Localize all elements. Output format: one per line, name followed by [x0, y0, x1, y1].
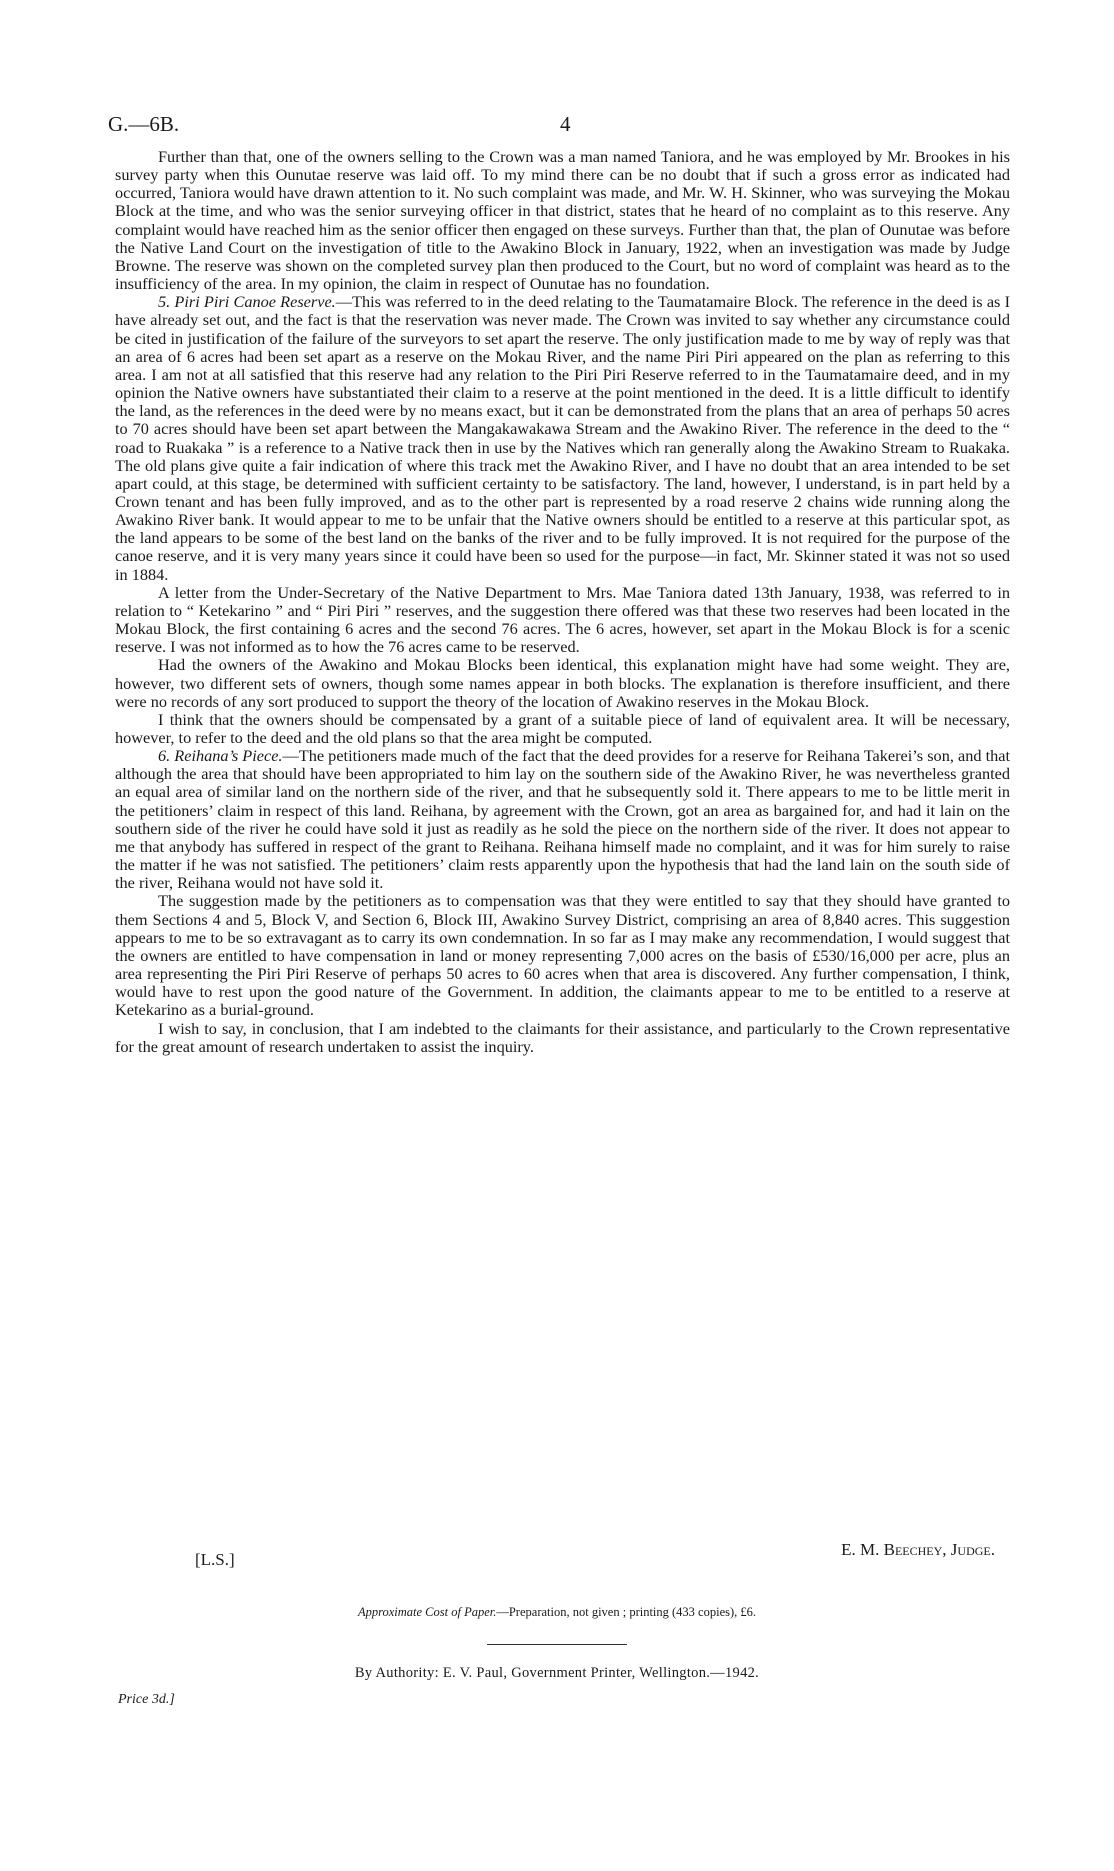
paragraph	[115, 892, 1010, 1019]
price-note: Price 3d.]	[118, 1692, 175, 1707]
document-reference: G.—6B.	[108, 112, 180, 136]
cost-of-paper-note	[0, 1605, 1114, 1620]
page-number: 4	[560, 112, 571, 136]
seal-mark: [L.S.]	[195, 1550, 235, 1569]
paragraph	[115, 148, 1010, 293]
judge-signature	[841, 1540, 995, 1560]
printer-authority: By Authority: E. V. Paul, Government Printer, Wellington.—1942.	[354, 1665, 760, 1681]
page-header	[108, 112, 1008, 142]
paragraph	[115, 747, 1010, 892]
paragraph-text: I wish to say, in conclusion, that I am indebted to the claimants for their assistance, and particularly to the Crown representative for the great amount of research undertaken to assist the inquiry.	[115, 1018, 1010, 1056]
report-body	[115, 148, 1010, 1056]
paragraph	[115, 584, 1010, 657]
signature-block	[195, 1540, 995, 1574]
paragraph-text: I think that the owners should be compensated by a grant of a suitable piece of land of equivalent area. It will be necessary, however, to refer to the deed and the old plans so that the area might be computed.	[115, 709, 1010, 747]
paragraph	[115, 656, 1010, 710]
paragraph	[115, 1020, 1010, 1056]
paragraph-text: —The petitioners made much of the fact that the deed provides for a reserve for Reihana Takerei’s son, and that although the area that should have been appropriated to him lay on the southern side of the Awakino River, he was nevertheless granted an equal area of similar land on the northern side of the river, and that he subsequently sold it. There appears to me to be little merit in the petitioners’ claim in respect of this land. Reihana, by agreement with the Crown, got an area as bargained for, and had it lain on the southern side of the river he could have sold it just as readily as he sold the piece on the northern side of the river. It does not appear to me that anybody has suffered in respect of the grant to Reihana. Reihana himself made no complaint, and it was for him surely to raise the matter if he was not satisfied. The petitioners’ claim rests apparently upon the hypothesis that had the land lain on the south side of the river, Reihana would not have sold it.	[115, 746, 1010, 893]
judge-name: E. M. Beechey, Judge.	[841, 1540, 995, 1559]
paragraph-text: —This was referred to in the deed relating to the Taumatamaire Block. The reference in the deed is as I have already set out, and the fact is that the reservation was never made. The Crown was invited to say whether any circumstance could be cited in justification of the failure of the surveyors to set apart the reserve. The only justification made to me by way of reply was that an area of 6 acres had been set apart as a reserve on the Mokau River, and the name Piri Piri appeared on the plan as referring to this area. I am not at all satisfied that this reserve had any relation to the Piri Piri Reserve referred to in the Taumatamaire deed, and in my opinion the Native owners have substantiated their claim to a reserve at the point mentioned in the deed. It is a little difficult to identify the land, as the references in the deed were by no means exact, but it can be demonstrated from the plans that an area of perhaps 50 acres to 70 acres should have been set apart between the Mangakawakawa Stream and the Awakino River. The reference in the deed to the “ road to Ruakaka ” is a reference to a Native track then in use by the Natives which ran generally along the Awakino Stream to Ruakaka. The old plans give quite a fair indication of where this track met the Awakino River, and I have no doubt that an area intended to be set apart could, at this stage, be determined with sufficient certainty to be satisfactory. The land, however, I understand, is in part held by a Crown tenant and has been fully improved, and as to the other part is represented by a road reserve 2 chains wide running along the Awakino River bank. It would appear to me to be unfair that the Native owners should be entitled to a reserve at this particular spot, as the land appears to be some of the best land on the banks of the river and to be fully improved. It is not required for the purpose of the canoe reserve, and it is very many years since it could have been so used for the purpose—in fact, Mr. Skinner stated it was not so used in 1884.	[115, 292, 1011, 584]
divider	[487, 1644, 627, 1645]
paragraph-text: Had the owners of the Awakino and Mokau Blocks been identical, this explanation might have had some weight. They are, however, two different sets of owners, though some names appear in both blocks. The explanation is therefore insufficient, and there were no records of any sort produced to support the theory of the location of Awakino reserves in the Mokau Block.	[115, 655, 1010, 711]
cost-label: Approximate Cost of Paper.	[357, 1605, 497, 1619]
section-heading-piri-piri: 5. Piri Piri Canoe Reserve.	[158, 292, 336, 312]
paragraph	[115, 711, 1010, 747]
paragraph-text: The suggestion made by the petitioners as to compensation was that they were entitled to say that they should have granted to them Sections 4 and 5, Block V, and Section 6, Block III, Awakino Survey District, comprising an area of 8,840 acres. This suggestion appears to me to be so extravagant as to carry its own condemnation. In so far as I may make any recommendation, I would suggest that the owners are entitled to have compensation in land or money representing 7,000 acres on the basis of £530/16,000 per acre, plus an area representing the Piri Piri Reserve of perhaps 50 acres to 60 acres when that area is discovered. Any further compensation, I think, would have to rest upon the good nature of the Government. In addition, the claimants appear to me to be entitled to a reserve at Ketekarino as a burial-ground.	[115, 891, 1010, 1020]
section-heading-reihana: 6. Reihana’s Piece.	[158, 746, 283, 766]
paragraph-text: A letter from the Under-Secretary of the Native Department to Mrs. Mae Taniora dated 13th January, 1938, was referred to in relation to “ Ketekarino ” and “ Piri Piri ” reserves, and the suggestion there offered was that these two reserves had been located in the Mokau Block, the first containing 6 acres and the second 76 acres. The 6 acres, however, set apart in the Mokau Block is for a scenic reserve. I was not informed as to how the 76 acres came to be reserved.	[115, 582, 1010, 657]
cost-text: —Preparation, not given ; printing (433 copies), £6.	[496, 1605, 757, 1619]
paragraph	[115, 293, 1010, 584]
paragraph-text: Further than that, one of the owners selling to the Crown was a man named Taniora, and he was employed by Mr. Brookes in his survey party when this Ounutae reserve was laid off. To my mind there can be no doubt that if such a gross error as indicated had occurred, Taniora would have drawn attention to it. No such complaint was made, and Mr. W. H. Skinner, who was surveying the Mokau Block at the time, and who was the senior surveying officer in that district, states that he heard of no complaint as to this reserve. Any complaint would have reached him as the senior officer then engaged on these surveys. Further than that, the plan of Ounutae was before the Native Land Court on the investigation of title to the Awakino Block in January, 1922, when an investigation was made by Judge Browne. The reserve was shown on the completed survey plan then produced to the Court, but no word of complaint was heard as to the insufficiency of the area. In my opinion, the claim in respect of Ounutae has no foundation.	[115, 147, 1010, 294]
